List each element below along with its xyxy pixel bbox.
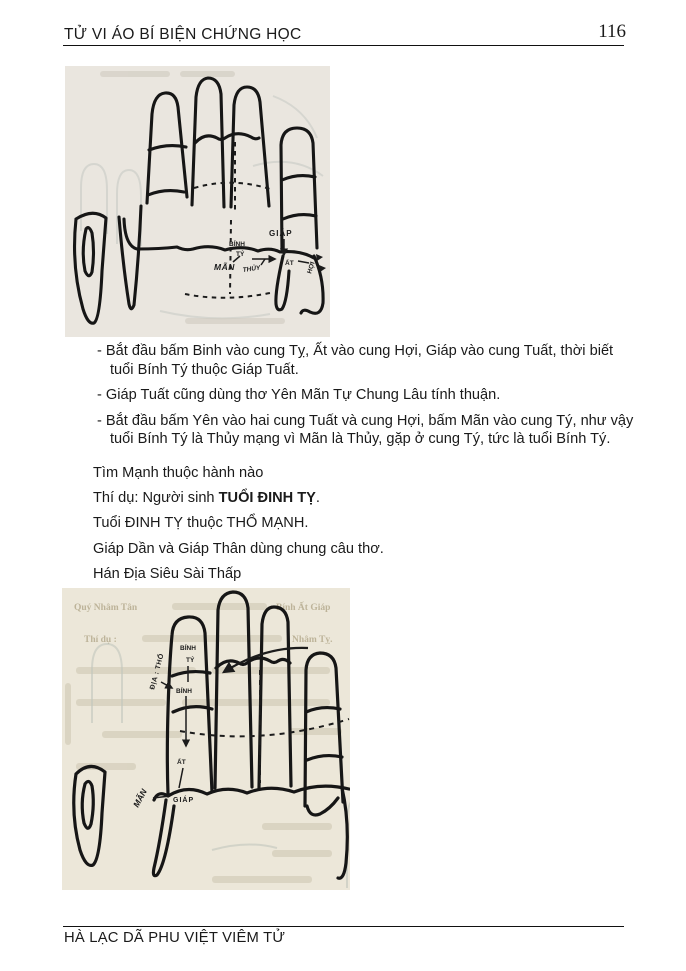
figure2-label-giap: GIÁP: [173, 797, 195, 804]
bullet-text: Giáp Tuất cũng dùng thơ Yên Mãn Tự Chung Lâu tính thuận.: [105, 387, 501, 404]
footer-author: HÀ LẠC DÃ PHU VIỆT VIÊM TỬ: [64, 930, 286, 946]
bleed-fragment-left-mid: Thí dụ :: [84, 635, 117, 645]
page-title: TỬ VI ÁO BÍ BIỆN CHỨNG HỌC: [64, 26, 302, 43]
bullet-item-1: [97, 342, 638, 379]
hand-sketch-1: [65, 66, 330, 337]
example-age-bold: TUỔI ĐINH TỴ: [218, 490, 316, 507]
paragraph-verse: Hán Địa Siêu Sài Thấp: [93, 565, 242, 582]
figure2-label-dia-tho: ĐỊA : THỔ: [149, 652, 166, 691]
figure1-label-thuy: THỦY: [242, 264, 261, 274]
hand-outline: [75, 78, 324, 323]
bullet-marker: -: [97, 343, 102, 359]
example-suffix: .: [315, 490, 320, 507]
bleed-fragment-left-top: Quý Nhâm Tân: [74, 603, 138, 613]
figure2-label-ty: TÝ: [186, 657, 195, 664]
figure1-label-at: ẤT: [285, 260, 294, 267]
hand-diagram-binh-ty: [65, 66, 330, 337]
bleed-fragment-right-top: Bính Ất Giáp: [276, 603, 331, 613]
figure1-label-hoi: HỢI: [306, 260, 317, 275]
example-prefix: Thí dụ: Người sinh: [93, 490, 219, 507]
footer-rule: [63, 926, 624, 927]
figure2-label-binh2: BÍNH: [176, 688, 192, 695]
paragraph-find-hanh: Tìm Mạnh thuộc hành nào: [93, 465, 264, 481]
page-number: 116: [598, 21, 626, 42]
bullet-list: [0, 342, 686, 456]
bullet-item-2: [97, 386, 638, 405]
dashed-lines: [180, 670, 349, 783]
figure2-label-man: MÃN: [130, 787, 149, 809]
figure1-label-man: MÃN: [214, 262, 235, 272]
paragraph-block: [93, 461, 633, 587]
figure1-label-ty: TÝ: [236, 251, 245, 258]
paragraph-giap-verse: Giáp Dần và Giáp Thân dùng chung câu thơ.: [93, 540, 384, 557]
bullet-item-3: [97, 412, 638, 449]
figure2-label-at: ẤT: [177, 759, 186, 766]
bullet-text: Bắt đầu bấm Yên vào hai cung Tuất và cung Hợi, bấm Mãn vào cung Tý, như vậy tuổi Bính Tý là Thủy mạng vì Mãn là Thủy, gặp ở cung Tý, tức là tuổi Bính Tý.: [105, 412, 634, 448]
paragraph-example: [93, 486, 633, 511]
bleed-fragment-right-mid: Nhâm Tỵ.: [292, 635, 333, 645]
paragraph-age-element: Tuổi ĐINH TỴ thuộc THỔ MẠNH.: [93, 515, 309, 532]
figure2-label-binh: BÍNH: [180, 645, 196, 652]
figure1-label-giap: GIÁP: [269, 229, 293, 238]
bullet-marker: -: [97, 412, 102, 429]
header-rule: [63, 45, 624, 46]
bullet-marker: -: [97, 387, 102, 404]
hand-diagram-dinh-ty: [62, 588, 350, 890]
hand-sketch-2: [62, 588, 350, 890]
figure1-label-binh: BÍNH: [229, 241, 245, 248]
bullet-text: Bắt đầu bấm Binh vào cung Tỵ, Ất vào cung Hợi, Giáp vào cung Tuất, thời biết tuổi Bính Tý thuộc Giáp Tuất.: [105, 343, 614, 378]
